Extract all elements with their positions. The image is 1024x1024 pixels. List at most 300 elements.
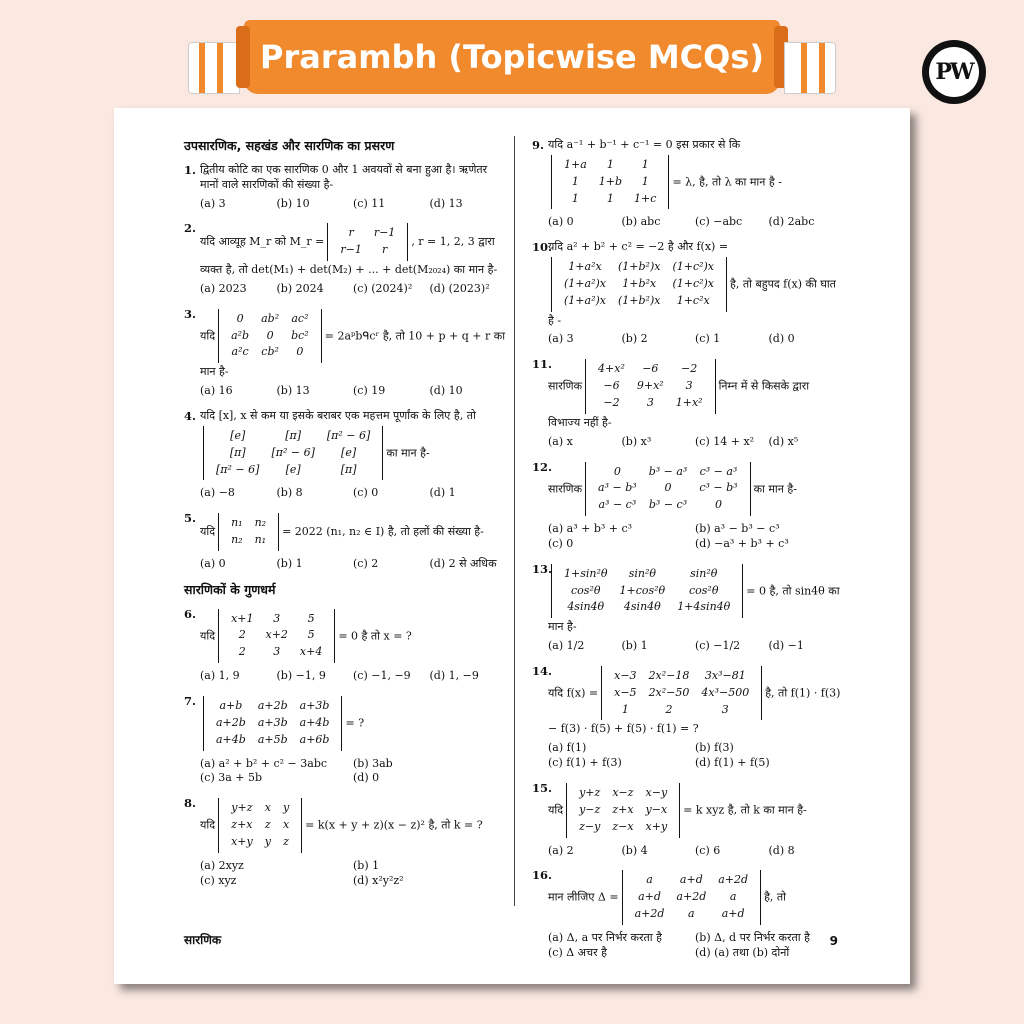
column-divider — [514, 136, 515, 906]
matrix-cell: b³ − a³ — [648, 464, 688, 478]
question-number: 8. — [184, 796, 197, 811]
stem-text: यदि आव्यूह M_r को M_r = — [200, 235, 325, 249]
document-page — [114, 108, 910, 984]
question-stem — [200, 796, 506, 855]
answer-option: (c) xyz — [200, 873, 237, 887]
matrix-cell: z — [283, 834, 289, 848]
answer-option: (b) Δ, d पर निर्भर करता है — [695, 930, 810, 944]
answer-option: (c) 2 — [353, 556, 379, 570]
answer-option: (d) 10 — [429, 384, 463, 398]
matrix-cell: 1 — [621, 702, 629, 716]
matrix-cell: a+d — [721, 907, 745, 921]
matrix-cell: [e] — [285, 462, 301, 476]
matrix-cell: 1 — [571, 174, 579, 188]
answer-options — [548, 435, 842, 450]
answer-option: (a) 16 — [200, 384, 233, 398]
question — [532, 781, 842, 858]
answer-option: (c) 0 — [353, 486, 379, 500]
matrix-cell: 4sin4θ — [567, 600, 605, 614]
question-stem — [200, 221, 506, 278]
question-number: 5. — [184, 511, 197, 526]
question-stem — [548, 664, 842, 737]
answer-option: (a) Δ, a पर निर्भर करता है — [548, 930, 662, 944]
question — [184, 409, 506, 501]
matrix-cell: r — [348, 226, 354, 240]
matrix-cell: a+2d — [676, 890, 707, 904]
matrix-cell: [π] — [285, 428, 302, 442]
answer-options — [200, 197, 506, 212]
header-banner — [188, 20, 836, 98]
question — [184, 511, 506, 572]
matrix-cell: z+x — [231, 818, 253, 832]
stem-text: निम्न में से किसके द्वारा विभाज्य नहीं है- — [548, 379, 810, 429]
matrix-cell: 1 — [606, 191, 614, 205]
question — [532, 664, 842, 771]
answer-option: (a) 3 — [200, 196, 226, 210]
matrix-cell: 0 — [296, 345, 304, 359]
left-column — [184, 138, 506, 898]
question — [532, 357, 842, 449]
matrix-cell: a+3b — [257, 715, 288, 729]
matrix-cell: 0 — [236, 311, 244, 325]
stem-text: यदि [x], x से कम या इसके बराबर एक महत्तम पूर्णांक के लिए है, तो — [200, 409, 476, 422]
matrix-cell: y−x — [645, 802, 668, 816]
matrix-cell: y+z — [231, 801, 253, 815]
question-stem — [548, 460, 842, 519]
matrix-cell: −2 — [603, 395, 620, 409]
matrix-cell: y+z — [579, 786, 601, 799]
question-number: 6. — [184, 606, 197, 621]
banner-right-tab — [784, 42, 836, 94]
matrix-cell: z+x — [612, 802, 634, 816]
matrix-cell: cos²θ — [571, 583, 601, 597]
matrix-cell: (1+c²)x — [672, 276, 715, 290]
matrix-cell: z — [264, 818, 271, 832]
answer-option: (d) f(1) + f(5) — [695, 756, 770, 770]
matrix-cell: 1+sin²θ — [564, 566, 608, 580]
answer-option: (b) 8 — [276, 486, 303, 500]
right-column — [532, 138, 842, 971]
section-heading-2: सारणिकों के गुणधर्म — [184, 581, 276, 597]
determinant — [218, 513, 279, 551]
matrix-cell: 1+c — [634, 191, 657, 205]
matrix-cell: (1+b²)x — [617, 293, 661, 307]
answer-option: (a) x — [548, 434, 573, 448]
matrix-cell: a+3b — [299, 699, 330, 712]
matrix-cell: 4x³−500 — [701, 685, 750, 699]
answer-options — [548, 215, 842, 230]
stem-text: मान लीजिए Δ = — [548, 890, 619, 904]
stem-text: = 0 है तो x = ? — [338, 628, 412, 642]
answer-options — [548, 522, 842, 552]
stem-text: यदि f(x) = — [548, 686, 599, 700]
question-number: 11. — [532, 357, 553, 372]
question — [532, 460, 842, 552]
matrix-cell: bc² — [291, 328, 309, 342]
matrix-cell: 3x³−81 — [704, 668, 746, 682]
matrix-cell: 3 — [685, 379, 693, 393]
answer-options — [548, 332, 842, 347]
answer-option: (a) −8 — [200, 486, 235, 500]
matrix-cell: n₂ — [231, 533, 243, 547]
answer-option: (c) Δ अचर है — [548, 945, 607, 959]
stem-text: का मान है- — [386, 446, 430, 460]
matrix-cell: x+y — [645, 819, 668, 833]
answer-option: (d) 2 से अधिक — [429, 556, 497, 570]
answer-option: (d) 8 — [768, 843, 795, 857]
question — [532, 240, 842, 347]
question-number: 4. — [184, 409, 197, 423]
question-number: 9. — [532, 138, 545, 152]
determinant — [585, 359, 716, 414]
matrix-cell: a — [646, 873, 653, 887]
matrix-cell: 0 — [266, 328, 274, 342]
question — [532, 562, 842, 654]
matrix-cell: (1+a²)x — [564, 276, 606, 290]
answer-option: (a) 3 — [548, 332, 574, 346]
question-number: 16. — [532, 868, 553, 883]
matrix-cell: 1+a²x — [568, 260, 602, 274]
question-stem — [548, 357, 842, 430]
matrix-cell: y — [264, 834, 271, 848]
matrix-cell: ab² — [261, 311, 280, 325]
answer-options — [548, 741, 842, 771]
answer-option: (b) 2024 — [276, 281, 324, 295]
question — [532, 868, 842, 960]
answer-option: (a) 1/2 — [548, 639, 585, 653]
answer-option: (a) 1, 9 — [200, 669, 240, 683]
answer-option: (d) x²y²z² — [353, 873, 404, 887]
matrix-cell: n₁ — [231, 516, 243, 530]
determinant — [218, 798, 302, 853]
matrix-cell: n₁ — [254, 533, 267, 547]
matrix-cell: x — [282, 818, 290, 832]
question-number: 3. — [184, 306, 197, 321]
matrix-cell: [π] — [229, 445, 246, 459]
answer-option: (b) 2 — [621, 332, 648, 346]
matrix-cell: a+2b — [257, 699, 288, 712]
matrix-cell: 4sin4θ — [623, 600, 661, 614]
answer-option: (b) x³ — [621, 434, 652, 448]
matrix-cell: 1 — [641, 174, 649, 188]
determinant — [203, 426, 383, 481]
stem-text: = 0 है, तो sin4θ का मान है- — [548, 583, 840, 634]
determinant — [218, 609, 335, 664]
matrix-cell: b³ − c³ — [648, 498, 688, 512]
question-stem — [200, 607, 506, 666]
stem-text: सारणिक — [548, 481, 583, 495]
matrix-cell: a+2b — [216, 715, 246, 729]
answer-option: (d) 1 — [429, 486, 456, 500]
question-number: 1. — [184, 162, 197, 177]
question — [184, 221, 506, 296]
matrix-cell: a+5b — [257, 732, 288, 746]
matrix-cell: ac² — [291, 311, 309, 325]
answer-options — [200, 757, 506, 787]
matrix-cell: 0 — [714, 498, 722, 512]
answer-option: (c) −1, −9 — [353, 669, 411, 683]
question-stem — [548, 240, 842, 328]
question — [184, 694, 506, 786]
answer-option: (c) 11 — [353, 196, 386, 210]
matrix-cell: −6 — [603, 379, 620, 393]
stem-text: सारणिक — [548, 379, 583, 393]
answer-option: (d) 0 — [768, 332, 795, 346]
answer-option: (a) 0 — [200, 556, 226, 570]
question-number: 7. — [184, 694, 197, 708]
matrix-cell: (1+c²)x — [672, 260, 715, 274]
answer-option: (b) 4 — [621, 843, 648, 857]
question-number: 12. — [532, 459, 553, 474]
question-number: 10. — [532, 240, 553, 255]
answer-option: (d) −a³ + b³ + c³ — [695, 536, 789, 550]
stem-text: है, तो बहुपद f(x) की घात है - — [548, 277, 836, 327]
question-number: 2. — [184, 221, 197, 236]
determinant — [551, 257, 727, 312]
answer-option: (d) −1 — [768, 639, 804, 653]
matrix-cell: sin²θ — [628, 566, 656, 580]
stem-text: = ? — [345, 716, 365, 730]
matrix-cell: x−3 — [614, 668, 637, 682]
answer-option: (d) x⁵ — [768, 434, 799, 448]
matrix-cell: x−5 — [614, 685, 637, 699]
matrix-cell: 1 — [641, 157, 649, 171]
answer-option: (b) 3ab — [353, 756, 393, 770]
determinant — [566, 783, 680, 838]
matrix-cell: c³ − a³ — [699, 464, 738, 478]
answer-options — [548, 639, 842, 654]
matrix-cell: r — [381, 243, 388, 257]
determinant — [203, 696, 342, 751]
answer-option: (a) a³ + b³ + c³ — [548, 522, 633, 536]
answer-options — [200, 486, 506, 501]
answer-options — [200, 669, 506, 684]
answer-option: (b) −1, 9 — [276, 669, 326, 683]
question-stem — [548, 781, 842, 840]
matrix-cell: a — [688, 907, 695, 921]
answer-option: (b) 1 — [353, 858, 380, 872]
answer-option: (b) f(3) — [695, 741, 734, 755]
banner-left-tab — [188, 42, 240, 94]
matrix-cell: cos²θ — [689, 583, 719, 597]
matrix-cell: a+2d — [718, 873, 749, 887]
matrix-cell: a³ − c³ — [598, 498, 637, 512]
matrix-cell: 1+c²x — [676, 293, 710, 307]
answer-options — [548, 931, 842, 961]
answer-option: (c) 6 — [695, 843, 721, 857]
answer-option: (b) a³ − b³ − c³ — [695, 522, 780, 536]
matrix-cell: 1 — [606, 157, 614, 171]
matrix-cell: 4+x² — [598, 362, 625, 376]
matrix-cell: a+d — [638, 890, 661, 904]
matrix-cell: 3 — [646, 395, 654, 409]
matrix-cell: x+y — [231, 834, 253, 848]
matrix-cell: 2 — [238, 628, 246, 642]
matrix-cell: a+d — [679, 873, 703, 887]
stem-text: यदि — [200, 818, 216, 832]
answer-option: (d) (2023)² — [429, 281, 490, 295]
matrix-cell: a²c — [231, 345, 249, 359]
question-stem — [200, 511, 506, 553]
answer-options — [200, 557, 506, 572]
determinant — [551, 564, 743, 619]
stem-text: = λ, है, तो λ का मान है - — [672, 175, 782, 189]
matrix-cell: a³ − b³ — [598, 481, 637, 495]
matrix-cell: a+6b — [299, 732, 330, 746]
answer-option: (d) 0 — [353, 771, 380, 785]
answer-option: (d) (a) तथा (b) दोनों — [695, 945, 790, 959]
answer-option: (c) 19 — [353, 384, 386, 398]
matrix-cell: [e] — [341, 445, 357, 459]
answer-option: (c) 0 — [548, 536, 574, 550]
stem-text: है, तो — [764, 890, 787, 904]
matrix-cell: −6 — [642, 362, 659, 376]
matrix-cell: y−z — [579, 802, 601, 816]
stem-text: यदि — [200, 628, 216, 642]
page-number: 9 — [829, 934, 838, 948]
question — [184, 163, 506, 212]
question-number: 15. — [532, 781, 553, 795]
matrix-cell: a — [729, 890, 737, 904]
answer-option: (b) 10 — [276, 196, 310, 210]
answer-options — [548, 844, 842, 859]
matrix-cell: cb² — [261, 345, 279, 359]
matrix-cell: 3 — [273, 611, 281, 625]
matrix-cell: 9+x² — [636, 379, 664, 393]
determinant — [218, 309, 322, 364]
answer-option: (c) (2024)² — [353, 281, 413, 295]
question-stem — [548, 138, 842, 211]
matrix-cell: 1+cos²θ — [619, 583, 666, 597]
matrix-cell: 0 — [664, 481, 672, 495]
answer-option: (a) 0 — [548, 215, 574, 229]
matrix-cell: 3 — [721, 702, 729, 716]
stem-text: यदि — [200, 525, 216, 539]
determinant — [585, 462, 751, 517]
matrix-cell: a+4b — [216, 732, 246, 746]
matrix-cell: (1+b²)x — [617, 260, 661, 274]
matrix-cell: 1+a — [564, 157, 587, 171]
matrix-cell: 5 — [307, 628, 315, 642]
matrix-cell: c³ − b³ — [699, 481, 738, 495]
answer-option: (a) 2023 — [200, 281, 247, 295]
matrix-cell: 1+b²x — [622, 276, 657, 290]
matrix-cell: 2x²−18 — [648, 668, 690, 682]
matrix-cell: x+1 — [231, 611, 254, 625]
matrix-cell: 5 — [307, 611, 315, 625]
stem-text: है, तो f(1) · f(3) − f(3) · f(5) + f(5) · f(1) = ? — [548, 686, 841, 736]
matrix-cell: a+b — [219, 699, 243, 712]
matrix-cell: 3 — [273, 645, 281, 659]
stem-text: = 2022 (n₁, n₂ ∈ I) है, तो हलों की संख्या है- — [282, 525, 484, 539]
matrix-cell: a+4b — [299, 715, 330, 729]
answer-option: (a) f(1) — [548, 741, 587, 755]
matrix-cell: x−y — [645, 786, 668, 799]
matrix-cell: r−1 — [373, 226, 396, 240]
footer-chapter: सारणिक — [184, 933, 222, 947]
answer-option: (c) 1 — [695, 332, 721, 346]
answer-option: (d) 13 — [429, 196, 463, 210]
matrix-cell: y — [282, 801, 290, 815]
answer-option: (b) 1 — [621, 639, 648, 653]
answer-option: (b) 1 — [276, 556, 303, 570]
question-stem — [548, 868, 842, 927]
question-stem — [200, 409, 506, 482]
pw-logo-icon: PW — [922, 40, 986, 104]
answer-option: (c) 3a + 5b — [200, 771, 263, 785]
answer-option: (c) −abc — [695, 215, 743, 229]
question-stem — [200, 307, 506, 380]
answer-option: (d) 2abc — [768, 215, 815, 229]
matrix-cell: x−z — [612, 786, 634, 799]
matrix-cell: z−x — [612, 819, 634, 833]
stem-text: द्वितीय कोटि का एक सारणिक 0 और 1 अवयवों से बना हुआ है। ऋणेतर मानों वाले सारणिकों की संख्या है- — [200, 162, 488, 191]
question-number: 14. — [532, 663, 553, 678]
matrix-cell: [π² − 6] — [271, 445, 315, 459]
section-heading-1: उपसारणिक, सहखंड और सारणिक का प्रसरण — [184, 138, 395, 153]
question-stem — [200, 694, 506, 753]
question — [184, 607, 506, 684]
question — [184, 307, 506, 399]
matrix-cell: 1+4sin4θ — [677, 600, 731, 614]
matrix-cell: a+2d — [634, 907, 665, 921]
answer-option: (c) f(1) + f(3) — [548, 756, 622, 770]
stem-text: = k(x + y + z)(x − z)² है, तो k = ? — [305, 818, 483, 832]
determinant — [601, 666, 762, 721]
answer-options — [200, 384, 506, 399]
matrix-cell: 1+x² — [675, 395, 703, 409]
question-stem — [200, 163, 506, 193]
answer-option: (a) 2 — [548, 843, 574, 857]
matrix-cell: x+2 — [265, 628, 288, 642]
matrix-cell: 1 — [571, 191, 579, 205]
answer-option: (b) abc — [621, 215, 661, 229]
answer-option: (c) 14 + x² — [695, 434, 755, 448]
answer-option: (c) −1/2 — [695, 639, 741, 653]
stem-text: यदि a⁻¹ + b⁻¹ + c⁻¹ = 0 इस प्रकार से कि — [548, 138, 741, 151]
matrix-cell: 2x²−50 — [648, 685, 690, 699]
answer-options — [200, 859, 506, 889]
matrix-cell: x — [264, 801, 271, 815]
question — [184, 796, 506, 888]
stem-text: यदि — [200, 329, 216, 343]
matrix-cell: 0 — [613, 464, 621, 478]
question-number: 13. — [532, 561, 553, 576]
answer-options — [200, 282, 506, 297]
matrix-cell: [π² − 6] — [326, 428, 371, 442]
matrix-cell: n₂ — [254, 516, 267, 530]
stem-text: यदि a² + b² + c² = −2 है और f(x) = — [548, 240, 729, 254]
answer-option: (a) 2xyz — [200, 858, 244, 872]
answer-option: (a) a² + b² + c² − 3abc — [200, 756, 328, 770]
determinant — [327, 223, 408, 261]
page-title: Prarambh (Topicwise MCQs) — [244, 20, 780, 94]
question-stem — [548, 562, 842, 635]
matrix-cell: [π² − 6] — [216, 462, 260, 476]
matrix-cell: 2 — [238, 645, 246, 659]
answer-option: (b) 13 — [276, 384, 310, 398]
matrix-cell: a²b — [231, 328, 250, 342]
stem-text: = k xyz है, तो k का मान है- — [683, 803, 807, 817]
stem-text: यदि — [548, 803, 564, 817]
stem-text: का मान है- — [753, 481, 797, 495]
matrix-cell: x+4 — [299, 645, 323, 659]
stem-text: = 2aᵖbᑫcʳ है, तो 10 + p + q + r का मान है- — [200, 329, 506, 379]
matrix-cell: z−y — [579, 819, 601, 833]
matrix-cell: −2 — [681, 362, 698, 376]
matrix-cell: sin²θ — [690, 566, 718, 580]
determinant — [551, 155, 669, 210]
